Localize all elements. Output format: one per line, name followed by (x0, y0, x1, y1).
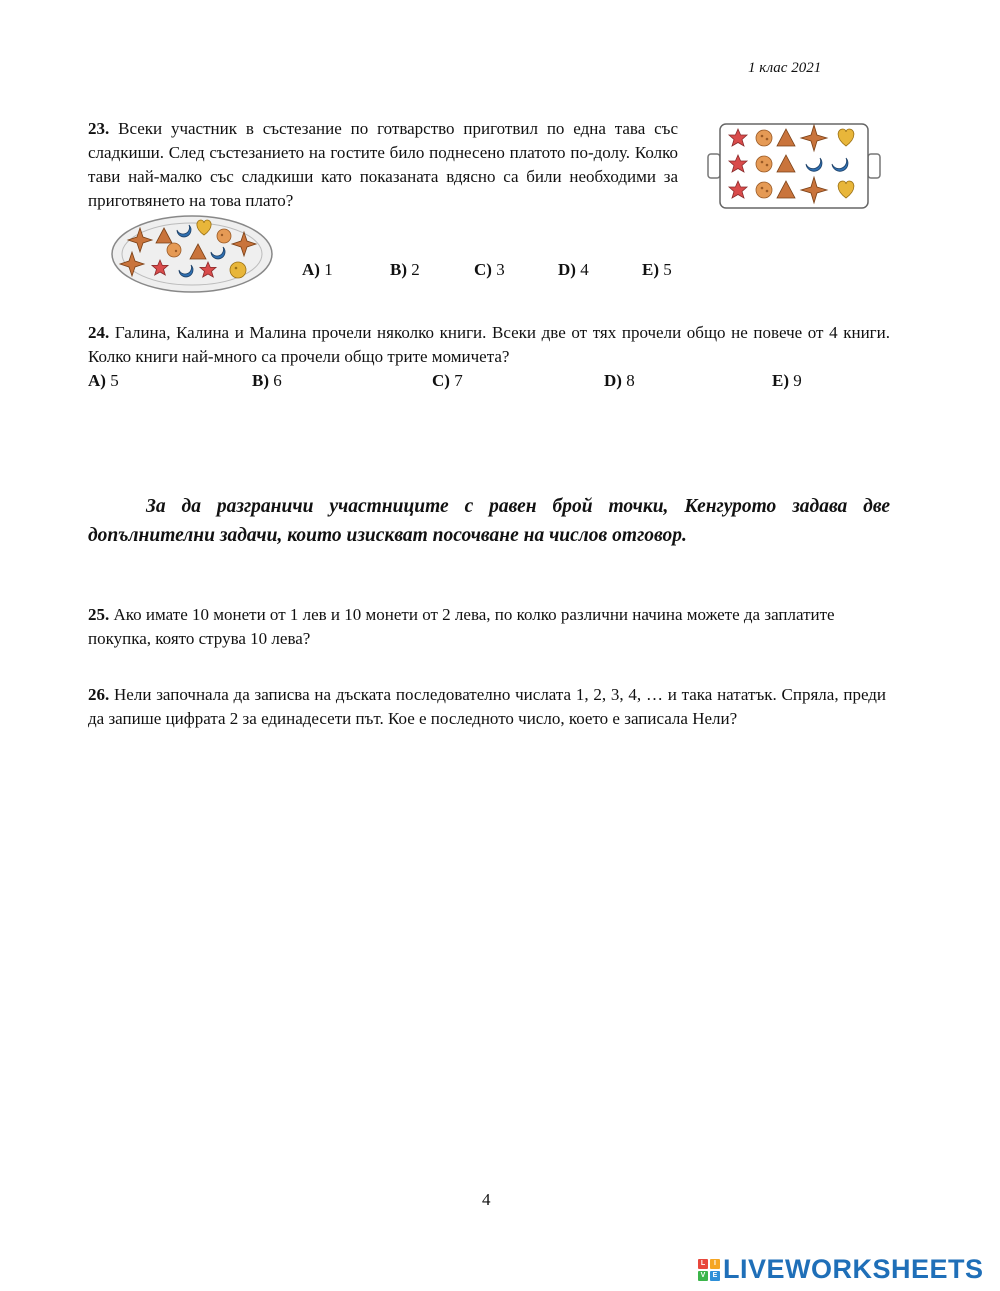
logo-brand-text: LIVEWORKSHEETS (723, 1254, 984, 1284)
q23-option-b[interactable]: B) 2 (390, 260, 420, 279)
question-24-text: Галина, Калина и Малина прочели няколко книги. Всеки две от тях прочели общо не повече от 4 книги. Колко книги най-много са прочели общо трите момичета? (88, 323, 890, 366)
q24-option-c[interactable]: C) 7 (432, 371, 463, 390)
question-26-number: 26. (88, 685, 110, 704)
q23-option-c[interactable]: C) 3 (474, 260, 505, 279)
question-23-text: Всеки участник в състезание по готварство приготвил по една тава със сладкиши. След състезанието на гостите било поднесено платото по-долу. Колко тави най-малко със сладкиши като показаната вдясно са били необходими за приготвянето на това плато? (88, 119, 678, 210)
question-25-text: Ако имате 10 монети от 1 лев и 10 монети от 2 лева, по колко различни начина можете да заплатите покупка, която струва 10 лева? (88, 605, 835, 648)
q24-option-e[interactable]: E) 9 (772, 371, 802, 390)
tiebreak-note: За да разграничи участниците с равен брой точки, Кенгурото задава две допълнителни задачи, които изискват посочване на числов отговор. (88, 496, 890, 546)
liveworksheets-logo[interactable] (698, 1254, 984, 1285)
question-23-number: 23. (88, 119, 110, 138)
question-25-number: 25. (88, 605, 110, 624)
question-23 (88, 117, 678, 213)
question-24-number: 24. (88, 323, 110, 342)
question-26-text: Нели започнала да записва на дъската последователно числата 1, 2, 3, 4, … и така нататък. Спряла, преди да запише цифрата 2 за единадесети път. Кое е последното число, което е записала Нели? (88, 685, 887, 728)
q24-option-a[interactable]: A) 5 (88, 371, 119, 390)
q23-option-a[interactable]: A) 1 (302, 260, 333, 279)
q24-option-d[interactable]: D) 8 (604, 371, 635, 390)
q23-option-d[interactable]: D) 4 (558, 260, 589, 279)
q23-option-e[interactable]: E) 5 (642, 260, 672, 279)
baking-tray-image (706, 120, 882, 212)
question-24 (88, 321, 890, 369)
logo-squares-icon: L I V E (698, 1259, 720, 1281)
question-26 (88, 683, 886, 731)
question-25 (88, 603, 890, 651)
q24-option-b[interactable]: B) 6 (252, 371, 282, 390)
platter-image (108, 212, 276, 296)
header-grade-year: 1 клас 2021 (748, 60, 822, 76)
page-number: 4 (482, 1190, 491, 1209)
